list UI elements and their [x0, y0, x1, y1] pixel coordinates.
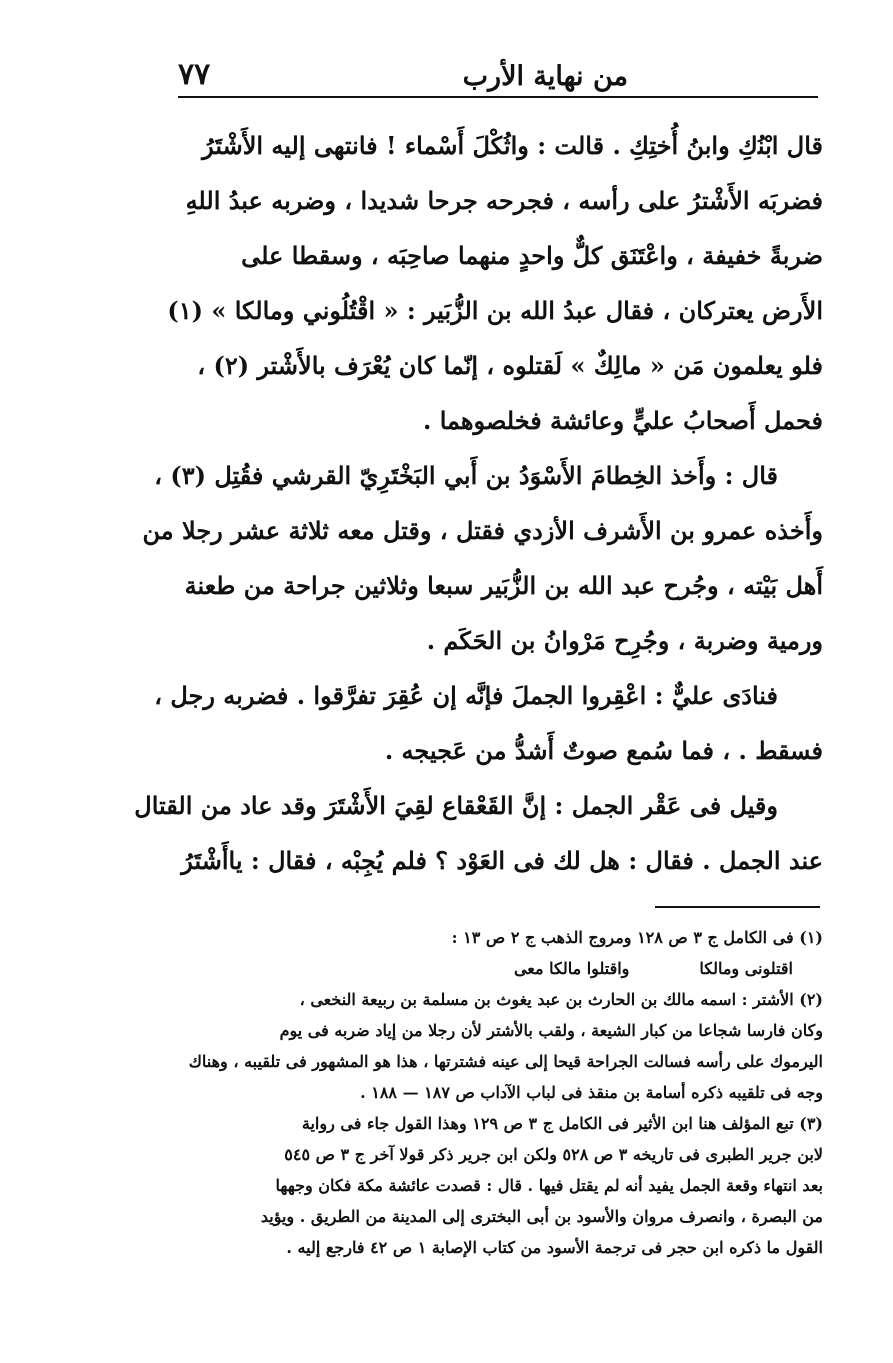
- footnotes: [100, 922, 823, 1263]
- footnote-2: (٢) الأشتر : اسمه مالك بن الحارث بن عبد يغوث بن مسلمة بن ربيعة النخعى ،: [299, 990, 823, 1009]
- footnote-2-line: وجه فى تلقيبه ذكره أسامة بن منقذ فى لباب الآداب ص ١٨٧ — ١٨٨ .: [360, 1083, 823, 1102]
- running-head: من نهاية الأرب: [462, 61, 628, 92]
- main-text: [134, 118, 823, 888]
- footnote-3: (٣) تبع المؤلف هنا ابن الأثير فى الكامل ج ٣ ص ١٢٩ وهذا القول جاء فى رواية: [301, 1114, 823, 1133]
- verse-hemistich: اقتلونى ومالكا: [699, 959, 793, 978]
- footnote-1: (١) فى الكامل ج ٣ ص ١٢٨ ومروج الذهب ج ٢ ص ١٣ :: [451, 928, 823, 947]
- footnote-2-line: وكان فارسا شجاعا من كبار الشيعة ، ولقب بالأشتر لأن رجلا من إياد ضربه فى يوم: [279, 1021, 823, 1040]
- text-line: عند الجمل . فقال : هل لك فى العَوْد ؟ فلم يُجِبْه ، فقال : ياأَشْتَرُ: [181, 846, 823, 875]
- page-number: ٧٧: [178, 57, 211, 92]
- footnote-2-line: اليرموك على رأسه فسالت الجراحة قيحا إلى عينه فشترتها ، هذا هو المشهور فى تلقيبه ، وهناك: [188, 1052, 823, 1071]
- page-header: [178, 40, 818, 98]
- text-line: قال : وأَخذ الخِطامَ الأَسْوَدُ بن أَبي البَخْتَرِيّ القرشي فقُتِل (٣) ،: [154, 461, 778, 490]
- verse-hemistich: واقتلوا مالكا معى: [513, 959, 630, 978]
- footnote-3-line: لابن جرير الطبرى فى تاريخه ٣ ص ٥٢٨ ولكن ابن جرير ذكر قولا آخر ج ٣ ص ٥٤٥: [284, 1145, 823, 1164]
- text-line: فلو يعلمون مَن « مالِكٌ » لَقتلوه ، إنّما كان يُعْرَف بالأَشْتر (٢) ،: [197, 351, 823, 380]
- text-line: فحمل أَصحابُ عليٍّ وعائشة فخلصوهما .: [422, 406, 823, 435]
- text-line: فضربَه الأَشْترُ على رأسه ، فجرحه جرحا شديدا ، وضربه عبدُ اللهِ: [185, 186, 823, 215]
- text-line: أَهل بَيْته ، وجُرح عبد الله بن الزُّبَير سبعا وثلاثين جراحة من طعنة: [184, 571, 823, 600]
- text-line: الأَرض يعتركان ، فقال عبدُ الله بن الزُّبَير : « اقْتُلُوني ومالكا » (١): [167, 296, 823, 325]
- footnote-3-line: من البصرة ، وانصرف مروان والأسود بن أبى البخترى إلى المدينة من الطريق . ويؤيد: [260, 1207, 823, 1226]
- text-line: فسقط . ، فما سُمع صوتٌ أَشدُّ من عَجيجه .: [384, 736, 823, 765]
- footnote-divider: [655, 906, 820, 908]
- text-line: قال اﺑْﻨُكِ وابنُ أُختِكِ . قالت : واثُكْلَ أَسْماء ! فانتهى إليه الأَشْتَرُ: [202, 131, 823, 160]
- text-line: فنادَى عليٌّ : اعْقِروا الجملَ فإنَّه إن عُقِرَ تفرَّقوا . فضربه رجل ،: [154, 681, 778, 710]
- footnote-1-verse: [100, 953, 823, 984]
- text-line: ضربةً خفيفة ، واعْتَنَق كلٌّ واحدٍ منهما صاحِبَه ، وسقطا على: [241, 241, 823, 270]
- footnote-3-line: القول ما ذكره ابن حجر فى ترجمة الأسود من كتاب الإصابة ١ ص ٤٢ فارجع إليه .: [286, 1238, 823, 1257]
- text-line: ورمية وضربة ، وجُرِح مَرْوانُ بن الحَكَم .: [426, 626, 823, 655]
- text-line: وأَخذه عمرو بن الأَشرف الأزدي فقتل ، وقتل معه ثلاثة عشر رجلا من: [142, 516, 823, 545]
- text-line: وقيل فى عَقْر الجمل : إنَّ القَعْقاع لقِيَ الأَشْتَرَ وقد عاد من القتال: [134, 791, 778, 820]
- footnote-3-line: بعد انتهاء وقعة الجمل يفيد أنه لم يقتل فيها . قال : قصدت عائشة مكة فكان وجهها: [275, 1176, 823, 1195]
